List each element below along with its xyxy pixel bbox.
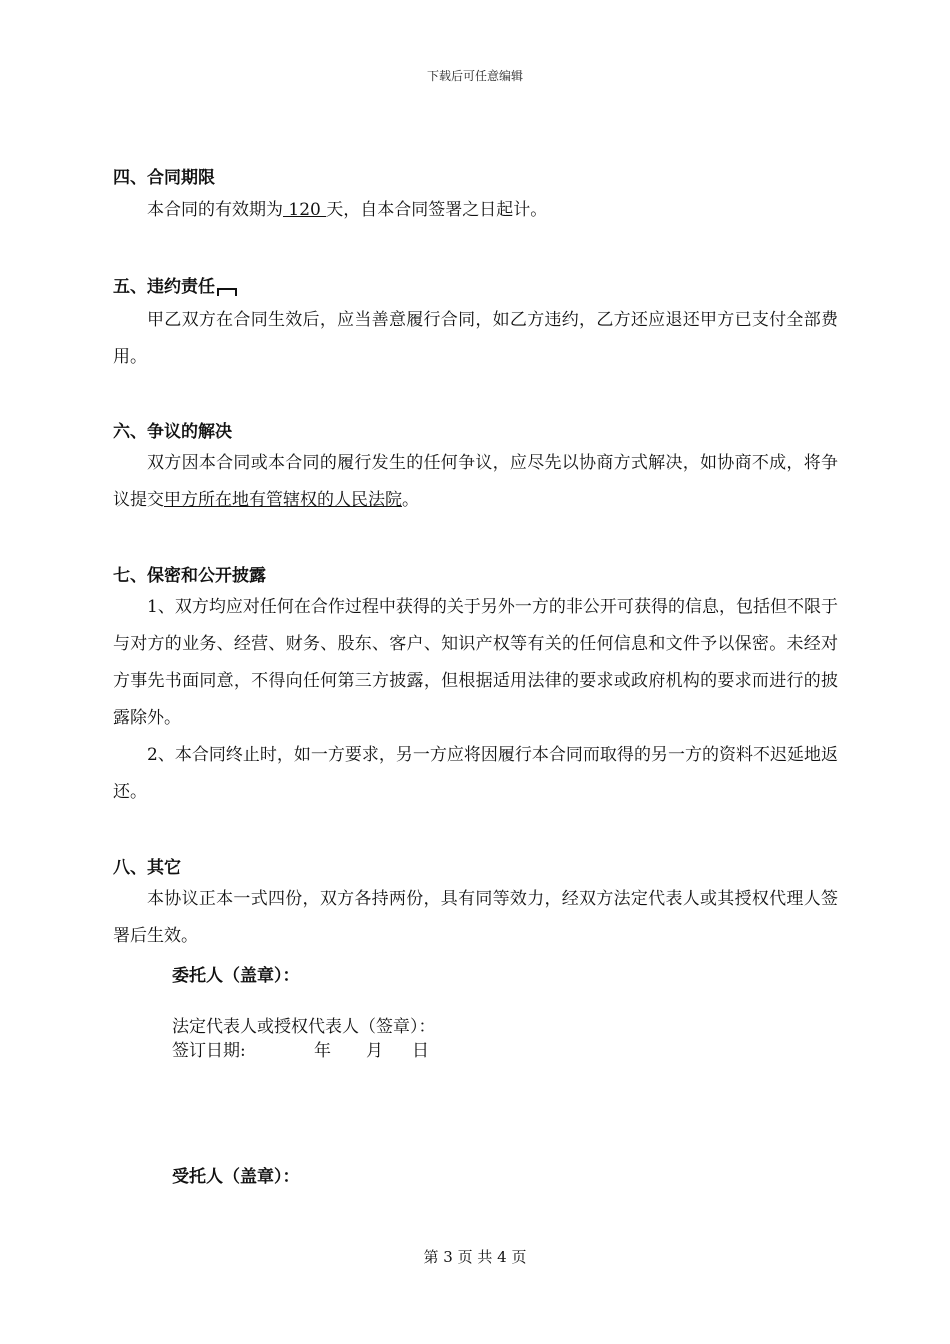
page-number: 第 3 页 共 4 页	[423, 1248, 527, 1266]
section-6-text-before: 双方因本合同或本合同的履行发生的任何争议，应尽先以协商方式解决，如协商不成，将争议提交	[113, 453, 838, 510]
section-4-paragraph	[113, 192, 838, 229]
section-6-title: 六、争议的解决	[113, 422, 232, 442]
trustee-seal-label: 受托人（盖章）：	[172, 1167, 300, 1187]
year-label: 年	[314, 1041, 331, 1061]
section-8-paragraph: 本协议正本一式四份，双方各持两份，具有同等效力，经双方法定代表人或其授权代理人签署后生效。	[113, 889, 838, 946]
client-seal-label: 委托人（盖章）：	[172, 966, 300, 986]
page-header: 下载后可任意编辑	[426, 69, 523, 83]
section-4-text-before: 本合同的有效期为	[147, 200, 283, 220]
section-5-title-text: 五、违约责任	[113, 277, 215, 297]
section-4-text-after: 天，自本合同签署之日起计。	[326, 200, 548, 220]
sign-date-label: 签订日期:	[172, 1041, 246, 1061]
day-label: 日	[412, 1041, 429, 1061]
representative-label: 法定代表人或授权代表人（签章）：	[172, 1017, 436, 1037]
section-6-text-after: 。	[402, 490, 419, 510]
sign-date-row	[172, 1036, 572, 1061]
edit-mark-icon	[217, 288, 237, 296]
section-6-paragraph	[113, 445, 838, 519]
section-5-title	[113, 272, 237, 297]
section-7-paragraph-2: 2、本合同终止时，如一方要求，另一方应将因履行本合同而取得的另一方的资料不迟延地返还。	[113, 745, 838, 802]
court-name: 甲方所在地有管辖权的人民法院	[164, 490, 402, 510]
validity-days: 120	[283, 200, 327, 220]
section-8-title: 八、其它	[113, 858, 181, 878]
section-7-paragraph-1: 1、双方均应对任何在合作过程中获得的关于另外一方的非公开可获得的信息，包括但不限于与对方的业务、经营、财务、股东、客户、知识产权等有关的任何信息和文件予以保密。未经对方事先书面同意，不得向任何第三方披露，但根据适用法律的要求或政府机构的要求而进行的披露除外。	[113, 597, 838, 728]
month-label: 月	[366, 1041, 383, 1061]
section-4-title: 四、合同期限	[113, 168, 215, 188]
section-7-title: 七、保密和公开披露	[113, 566, 266, 586]
section-5-paragraph: 甲乙双方在合同生效后，应当善意履行合同，如乙方违约，乙方还应退还甲方已支付全部费用。	[113, 310, 838, 367]
